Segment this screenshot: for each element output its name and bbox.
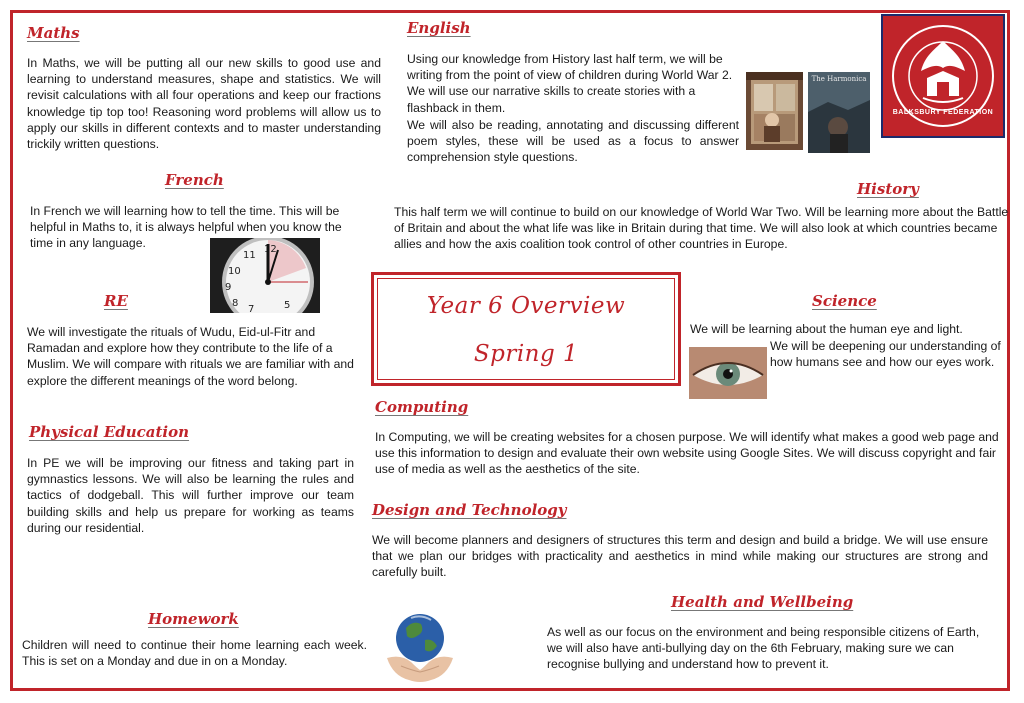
title-line-2: Spring 1 <box>473 341 579 367</box>
health-body: As well as our focus on the environment and being responsible citizens of Earth, we will also have anti-bullying day on the 6th February, making sure we can recognise bullying and understand how to prevent it. <box>547 625 980 672</box>
svg-text:7: 7 <box>248 304 255 313</box>
computing-heading: Computing <box>375 398 469 416</box>
svg-text:12: 12 <box>264 244 277 255</box>
clock-image <box>210 238 320 313</box>
school-logo <box>881 14 1005 138</box>
svg-text:8: 8 <box>232 298 239 309</box>
maths-body: In Maths, we will be putting all our new skills to good use and learning to understand measures, shape and statistics. We will revisit calculations with all four operations and keep our fractions knowledge tip top too! Reasoning word problems will allow us to apply our skills in different contexts and to master understanding trickily written questions. <box>27 56 381 152</box>
english-body-1: Using our knowledge from History last half term, we will be writing from the point of view of children during World War 2. We will use our narrative skills to create stories with a flashback in them. <box>407 52 733 115</box>
globe-in-hands-image <box>381 610 459 686</box>
book-cover-image <box>808 72 870 153</box>
svg-text:11: 11 <box>243 250 256 261</box>
re-body: We will investigate the rituals of Wudu, Eid-ul-Fitr and Ramadan and explore how they contribute to the life of a Muslim. We will compare with rituals we are familiar with and explore the different meanings of the word belong. <box>27 325 354 388</box>
science-body-1: We will be learning about the human eye and light. <box>690 322 963 336</box>
svg-text:10: 10 <box>228 266 241 277</box>
homework-heading: Homework <box>148 610 239 628</box>
computing-body: In Computing, we will be creating websites for a chosen purpose. We will identify what makes a good web page and use this information to design and evaluate their own website using Google Sites. We will discuss copyright and fair use of media as well as the aesthetics of the site. <box>375 430 999 477</box>
history-body: This half term we will continue to build on our knowledge of World War Two. Will be learning more about the Battle of Britain and about the what life was like in Britain during that time. We will also look at which countries became allies and how the axis coalition took control of other countries in Europe. <box>394 205 1009 252</box>
health-heading: Health and Wellbeing <box>671 593 854 611</box>
svg-text:9: 9 <box>225 282 232 293</box>
french-body: In French we will learning how to tell the time. This will be helpful in Maths to, it is always helpful when you know the time in any language. <box>30 204 342 251</box>
title-box <box>371 272 681 386</box>
science-body-2: We will be deepening our understanding of how humans see and how our eyes work. <box>770 339 1001 370</box>
english-heading: English <box>407 19 471 37</box>
pe-heading: Physical Education <box>29 423 190 441</box>
homework-body: Children will need to continue their home learning each week. This is set on a Monday and due in on a Monday. <box>22 638 367 669</box>
eye-image <box>689 347 767 399</box>
pe-body: In PE we will be improving our fitness and taking part in gymnastics lessons. We will also be learning the rules and tactics of dodgeball. This will further improve our team building skills and help us prepare for working as teams during our residential. <box>27 456 354 535</box>
english-body-2: We will also be reading, annotating and discussing different poem styles, these will be used as a focus to answer comprehension style questions. <box>407 118 739 165</box>
title-line-1: Year 6 Overview <box>426 293 626 319</box>
dt-heading: Design and Technology <box>372 501 567 519</box>
svg-text:5: 5 <box>284 300 291 311</box>
dt-body: We will become planners and designers of structures this term and design and build a bridge. We will use ensure that we plan our bridges with practicality and aesthetics in mind while making our structures are strong and carefully built. <box>372 533 988 580</box>
history-heading: History <box>857 180 919 198</box>
science-heading: Science <box>812 292 877 310</box>
french-heading: French <box>165 171 224 189</box>
maths-heading: Maths <box>27 24 80 42</box>
window-girl-image <box>746 72 803 150</box>
book-cover-title: The Harmonica <box>811 75 867 83</box>
logo-text: BALKSBURY FEDERATION <box>892 109 994 116</box>
re-heading: RE <box>104 292 128 310</box>
